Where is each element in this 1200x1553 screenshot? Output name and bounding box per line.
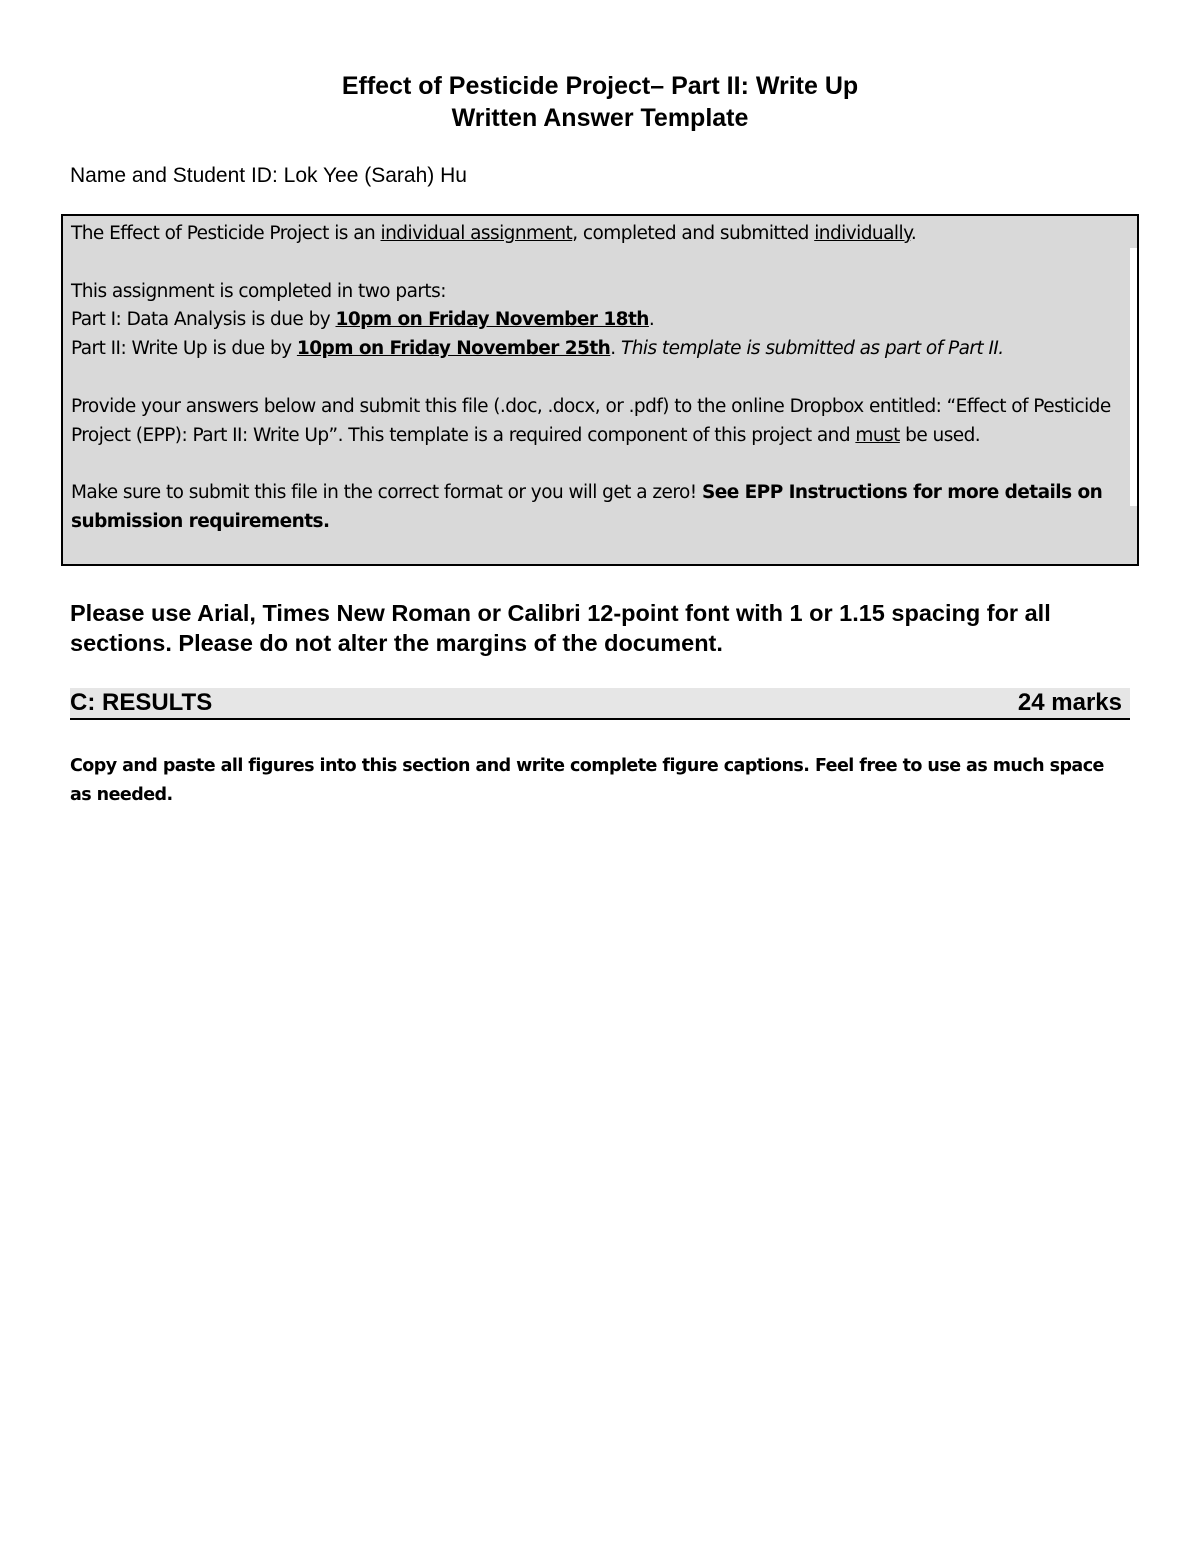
submission-paragraph	[71, 393, 1135, 451]
font-requirements-note: Please use Arial, Times New Roman or Calibri 12-point font with 1 or 1.15 spacing for all sections. Please do not alter the margins of the document.	[70, 600, 1051, 656]
document-subtitle: Written Answer Template	[451, 104, 749, 132]
instructions-text	[71, 220, 1135, 537]
template-note: This template is submitted as part of Part II.	[620, 338, 1004, 360]
see-instructions-note: See EPP Instructions for more details on submission requirements.	[71, 482, 1103, 532]
text-run: .	[610, 338, 621, 360]
results-instructions: Copy and paste all figures into this section and write complete figure captions. Feel free to use as much space as needed.	[70, 756, 1104, 805]
emphasis-must: must	[855, 424, 900, 446]
emphasis-individual-assignment: individual assignment	[380, 223, 573, 244]
part1-due-line	[71, 306, 1135, 335]
individual-assignment-paragraph	[71, 220, 1135, 249]
text-run: The Effect of Pesticide Project is an	[71, 223, 381, 244]
text-run: be used.	[899, 424, 981, 446]
section-title: C: RESULTS	[70, 689, 213, 716]
text-run: Part II: Write Up is due by	[71, 338, 297, 360]
section-marks: 24 marks	[1017, 689, 1122, 716]
format-warning-paragraph	[71, 479, 1135, 537]
part1-deadline: 10pm on Friday November 18th	[335, 309, 649, 331]
text-run: , completed and submitted	[572, 223, 815, 244]
instructions-box	[61, 214, 1139, 566]
student-name-line	[70, 162, 467, 190]
text-run: .	[910, 223, 917, 244]
paragraph-gap	[71, 249, 1135, 278]
text-run: Provide your answers below and submit this file (.doc, .docx, or .pdf) to the online Dropbox entitled: “Effect of Pesticide Project (EPP): Part II: Write Up”. This template is a required component of this project and	[71, 395, 1111, 446]
results-section-header	[70, 688, 1130, 720]
part2-deadline: 10pm on Friday November 25th	[296, 338, 611, 360]
text-run: Part I: Data Analysis is due by	[71, 309, 336, 331]
emphasis-individually: individually	[814, 223, 911, 244]
document-title: Effect of Pesticide Project– Part II: Write Up	[341, 72, 859, 100]
two-parts-line: This assignment is completed in two parts:	[71, 280, 446, 302]
text-run: .	[648, 309, 655, 331]
text-run: Make sure to submit this file in the correct format or you will get a zero!	[71, 482, 702, 504]
part2-due-line	[71, 335, 1135, 364]
paragraph-gap	[71, 364, 1135, 393]
paragraph-gap	[71, 450, 1135, 479]
student-label: Name and Student ID:	[70, 164, 278, 187]
student-name: Lok Yee (Sarah) Hu	[283, 164, 467, 187]
